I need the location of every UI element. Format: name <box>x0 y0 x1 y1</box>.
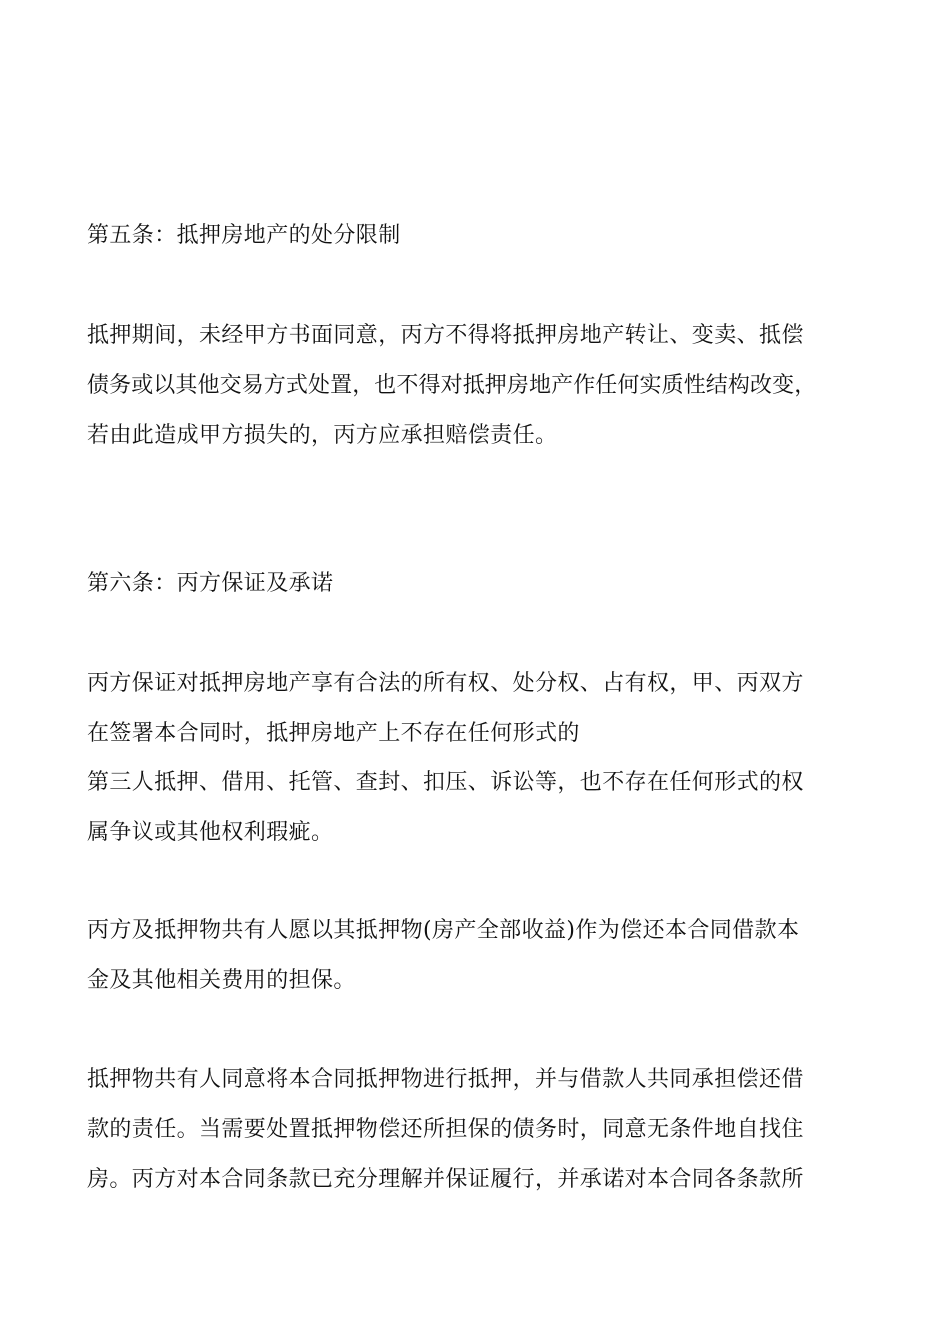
section-6-paragraph-1-line-1: 丙方保证对抵押房地产享有合法的所有权、处分权、占有权，甲、丙双方 <box>87 671 804 696</box>
section-6-paragraph-2-line-2: 金及其他相关费用的担保。 <box>87 968 356 993</box>
section-6-paragraph-3-line-3: 房。丙方对本合同条款已充分理解并保证履行，并承诺对本合同各条款所 <box>87 1167 804 1192</box>
section-6-paragraph-2-line-1: 丙方及抵押物共有人愿以其抵押物(房产全部收益)作为偿还本合同借款本 <box>87 918 800 943</box>
section-5-paragraph-line-2: 债务或以其他交易方式处置，也不得对抵押房地产作任何实质性结构改变， <box>87 373 817 398</box>
section-6-heading: 第六条：丙方保证及承诺 <box>87 571 334 596</box>
section-5-heading: 第五条：抵押房地产的处分限制 <box>87 223 401 248</box>
section-6-paragraph-1-line-2: 在签署本合同时，抵押房地产上不存在任何形式的 <box>87 721 580 746</box>
section-6-paragraph-1-line-4: 属争议或其他权利瑕疵。 <box>87 820 334 845</box>
section-6-paragraph-3-line-1: 抵押物共有人同意将本合同抵押物进行抵押，并与借款人共同承担偿还借 <box>87 1067 804 1092</box>
section-6-paragraph-3-line-2: 款的责任。当需要处置抵押物偿还所担保的债务时，同意无条件地自找住 <box>87 1117 804 1142</box>
section-5-paragraph-line-3: 若由此造成甲方损失的，丙方应承担赔偿责任。 <box>87 423 558 448</box>
section-6-paragraph-1-line-3: 第三人抵押、借用、托管、查封、扣压、诉讼等，也不存在任何形式的权 <box>87 770 804 795</box>
section-5-paragraph-line-1: 抵押期间，未经甲方书面同意，丙方不得将抵押房地产转让、变卖、抵偿 <box>87 323 804 348</box>
